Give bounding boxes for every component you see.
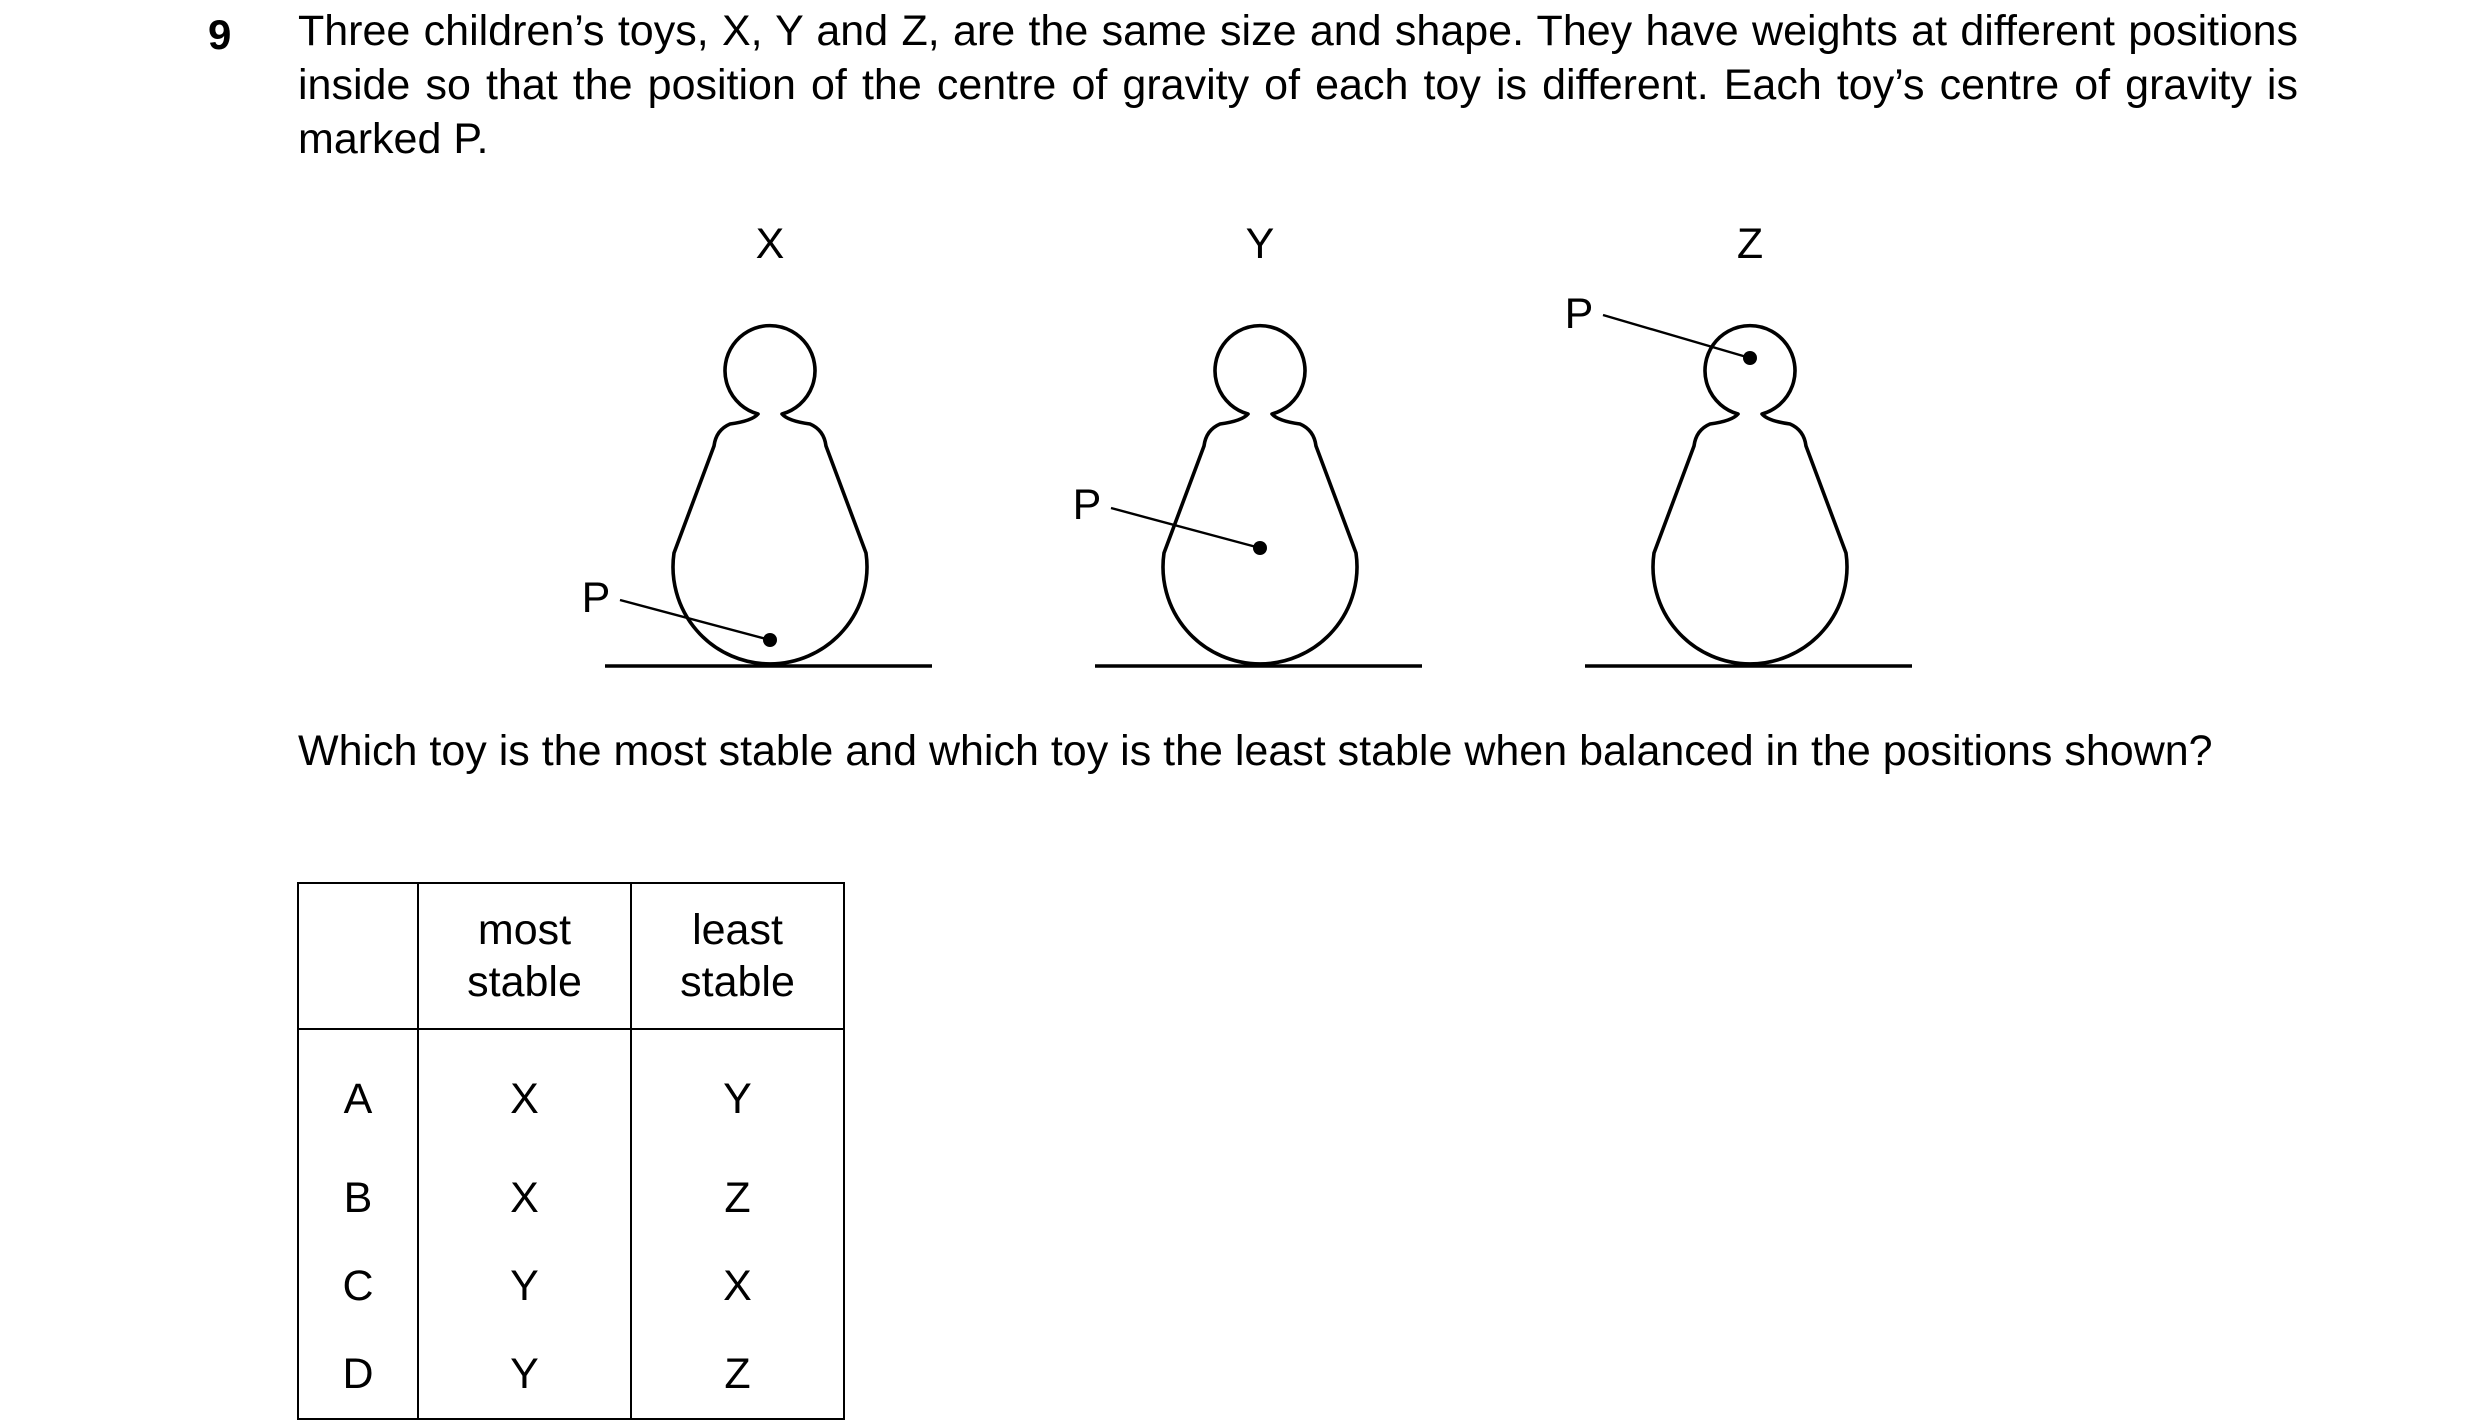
toy-z-label: Z: [1736, 220, 1764, 268]
answer-table: [297, 882, 845, 1420]
toy-z-centre-of-gravity: [1743, 351, 1757, 365]
toy-x-centre-of-gravity: [763, 633, 777, 647]
toy-z: [1565, 220, 1912, 666]
most-stable-value: Y: [418, 1242, 631, 1330]
option-row-d[interactable]: [298, 1330, 844, 1419]
least-stable-value: X: [631, 1242, 844, 1330]
option-letter[interactable]: A: [298, 1029, 418, 1154]
toy-y-point-label: P: [1072, 481, 1102, 529]
toy-y-leader: [1111, 508, 1260, 548]
toy-y-centre-of-gravity: [1253, 541, 1267, 555]
toy-y-outline: [1163, 326, 1357, 664]
toy-y: [1073, 220, 1422, 666]
toy-z-leader: [1603, 315, 1750, 358]
header-most-stable: most stable: [418, 883, 631, 1029]
toy-x-outline: [673, 326, 867, 664]
toy-z-point-label: P: [1564, 290, 1594, 338]
header-least-stable: least stable: [631, 883, 844, 1029]
option-row-b[interactable]: [298, 1154, 844, 1242]
toy-x: [582, 220, 932, 666]
most-stable-value: Y: [418, 1330, 631, 1419]
option-row-c[interactable]: [298, 1242, 844, 1330]
least-stable-value: Z: [631, 1154, 844, 1242]
question-stem: Three children’s toys, X, Y and Z, are the same size and shape. They have weights at different positions inside so that the position of the centre of gravity of each toy is different. Each toy’s centre of gravity is marked P.: [298, 7, 2298, 163]
most-stable-value: X: [418, 1029, 631, 1154]
toy-z-outline: [1653, 326, 1847, 664]
least-stable-value: Y: [631, 1029, 844, 1154]
most-stable-value: X: [418, 1154, 631, 1242]
toy-y-label: Y: [1245, 220, 1275, 268]
toy-x-leader: [620, 600, 770, 640]
question-prompt: Which toy is the most stable and which toy is the least stable when balanced in the positions shown?: [298, 727, 2213, 775]
question-number: 9: [208, 11, 232, 58]
toy-x-point-label: P: [581, 574, 611, 622]
answer-table-header: [298, 883, 844, 1029]
header-blank: [298, 883, 418, 1029]
toy-x-label: X: [755, 220, 785, 268]
option-letter[interactable]: B: [298, 1154, 418, 1242]
option-letter[interactable]: D: [298, 1330, 418, 1419]
option-row-a[interactable]: [298, 1029, 844, 1154]
option-letter[interactable]: C: [298, 1242, 418, 1330]
least-stable-value: Z: [631, 1330, 844, 1419]
